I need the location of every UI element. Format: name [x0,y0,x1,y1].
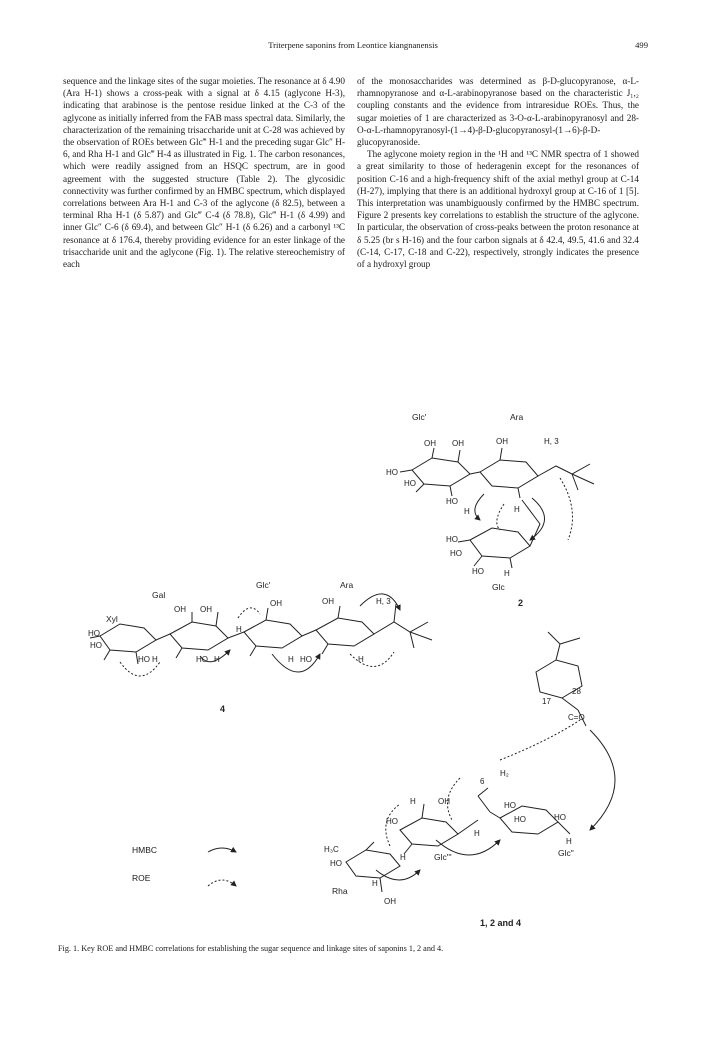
label-ho: HO [514,815,526,824]
left-paragraph: sequence and the linkage sites of the sugar moieties. The resonance at δ 4.90 (Ara H-1) shows a cross-peak with a signal at δ 4.15 (aglycone H-3), indicating that arabinose is the pentose residue linked at the C-3 of the aglycone as initially inferred from the FAB mass spectral data. Similarly, the characterization of the remaining trisaccharide unit at C-28 was achieved by the observation of ROEs between Glc‴ H-1 and the preceding sugar Glc″ H-6, and Rha H-1 and Glc‴ H-4 as illustrated in Fig. 1. The carbon resonances, which were readily assigned from an HSQC spectrum, are in good agreement with the suggested structure (Table 2). The glycosidic connectivity was further confirmed by an HMBC spectrum, which displayed correlations between Ara H-1 and C-3 of the aglycone (δ 82.5), between a terminal Rha H-1 (δ 5.87) and Glc‴ C-4 (δ 78.8), Glc‴ H-1 (δ 4.99) and inner Glc″ C-6 (δ 69.4), and between Glc″ H-1 (δ 6.26) and a carbonyl ¹³C resonance at δ 176.4, thereby providing evidence for an ester linkage of the trisaccharide unit and the aglycone (Fig. 1). The relative stereochemistry of each [63,76,345,270]
compound-number-4: 4 [220,704,226,714]
label-ho: HO [446,535,458,544]
label-h: H [410,797,416,806]
structure-diagram [60,400,650,928]
left-column [63,75,345,270]
label-gal: Gal [152,590,166,600]
figure-1 [60,400,650,928]
label-ho: HO [300,655,312,664]
label-h2: H₂ [500,769,509,778]
label-ho: HO [386,817,398,826]
label-ho: HO [88,629,100,638]
right-column [357,75,639,270]
compounds-label: 1, 2 and 4 [480,918,522,928]
right-paragraph-2: The aglycone moiety region in the ¹H and ¹³C NMR spectra of 1 showed a great similarity to those of hederagenin except for the resonances of position C-16 and a high-frequency shift of the axial methyl group at C-14 (H-27), implying that there is an additional hydroxyl group at C-16 of 1 [5]. This interpretation was unambiguously confirmed by the HMBC spectrum. Figure 2 presents key correlations to establish the structure of the aglycone. In particular, the observation of cross-peaks between the proton resonance at δ 5.25 (br s H-16) and the four carbon signals at δ 42.4, 49.5, 41.6 and 32.4 (C-14, C-17, C-18 and C-22), respectively, strongly indicates the presence of a hydroxyl group [357,149,639,270]
label-h: H [288,655,294,664]
label-ho: HO [196,655,208,664]
label-oh: OH [438,797,450,806]
label-h: H [152,655,158,664]
label-ho: HO [554,813,566,822]
label-glc-2: Glc [492,582,505,592]
label-h: H [566,837,572,846]
label-oh: OH [424,439,436,448]
label-h: H [514,505,520,514]
label-ara-2: Ara [510,412,524,422]
legend [132,845,252,905]
label-h: H [236,625,242,634]
label-h3c: H₃C [324,845,339,854]
right-paragraph-1: of the monosaccharides was determined as β-D-glucopyranose, α-L-rhamnopyranose and α-L-arabinopyranose based on the characteristic J₁,₂ coupling constants and the evidence from intraresidue ROEs. Thus, the sugar moieties of 1 are characterized as 3-O-α-L-arabinopyranosyl and 28-O-α-L-rhamnopyranosyl-(1→4)-β-D-glucopyranosyl-(1→6)-β-D-glucopyranoside. [357,76,639,148]
structure-1 [346,632,615,892]
label-oh: OH [322,597,334,606]
label-ho: HO [504,801,516,810]
label-c17: 17 [542,697,551,706]
label-h: H [474,829,480,838]
label-h3: H, 3 [544,437,559,446]
label-h: H [214,655,220,664]
page-number: 499 [635,40,648,50]
label-rha: Rha [332,886,348,896]
label-xyl: Xyl [106,614,118,624]
running-header [58,40,648,54]
label-glc-double-prime: Glc" [558,848,574,858]
label-ara-4: Ara [340,580,354,590]
label-ho: HO [446,497,458,506]
label-ho: HO [450,549,462,558]
label-h: H [400,853,406,862]
label-ho: HO [90,641,102,650]
label-c6: 6 [480,777,485,786]
label-h: H [358,655,364,664]
legend-hmbc-label: HMBC [132,845,158,855]
running-title: Triterpene saponins from Leontice kiangnanensis [268,40,438,50]
label-glc-triple-prime: Glc''' [434,852,452,862]
label-ho: HO [330,859,342,868]
label-oh: OH [452,439,464,448]
figure-caption: Fig. 1. Key ROE and HMBC correlations for establishing the sugar sequence and linkage sites of saponins 1, 2 and 4. [58,944,444,953]
label-ho: HO [404,479,416,488]
label-h: H [372,879,378,888]
label-h3: H, 3 [376,597,391,606]
label-oh: OH [270,599,282,608]
label-oh: OH [496,437,508,446]
label-cso: C=O [568,713,585,722]
compound-number-2: 2 [518,598,524,608]
label-ho: HO [472,567,484,576]
label-c28: 28 [572,687,581,696]
label-h: H [504,569,510,578]
label-oh: OH [174,605,186,614]
label-ho: HO [386,468,398,477]
legend-roe-label: ROE [132,873,151,883]
label-ho: HO [138,655,150,664]
label-glc-prime-2: Glc' [412,412,427,422]
label-oh: OH [384,897,396,906]
label-glc-prime-4: Glc' [256,580,271,590]
label-h: H [464,507,470,516]
label-oh: OH [200,605,212,614]
structure-2 [400,448,594,568]
